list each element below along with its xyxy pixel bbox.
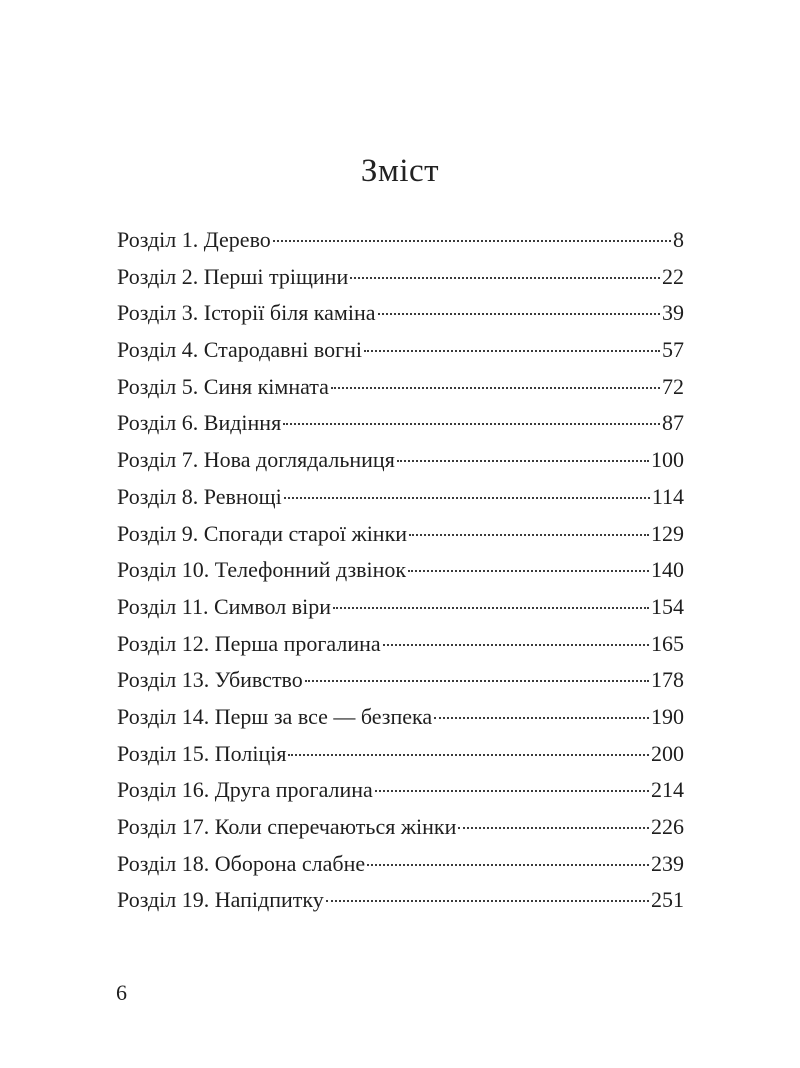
toc-entry [117, 736, 684, 773]
toc-entry [117, 626, 684, 663]
toc-entry-page: 8 [673, 227, 684, 252]
dot-leader [331, 387, 660, 389]
toc-entry [117, 516, 684, 553]
toc-entry [117, 369, 684, 406]
toc-entry [117, 699, 684, 736]
dot-leader [326, 900, 649, 902]
toc-entry [117, 479, 684, 516]
toc-entry-page: 226 [651, 814, 684, 839]
toc-entry [117, 332, 684, 369]
dot-leader [284, 497, 650, 499]
toc-entry-label: Розділ 9. Спогади старої жінки [117, 520, 408, 546]
toc-entry-page: 165 [651, 630, 684, 656]
toc-entry-label: Розділ 17. Коли сперечаються жінки [117, 814, 457, 839]
toc-entry-label: Розділ 6. Видіння [117, 410, 282, 436]
page-title: Зміст [360, 153, 440, 189]
dot-leader [375, 790, 649, 792]
dot-leader [333, 607, 649, 609]
toc-entry [117, 589, 684, 626]
toc-entry [117, 809, 684, 846]
toc-entry-page: 178 [651, 667, 684, 693]
toc-entry [117, 405, 684, 442]
toc-entry [117, 662, 684, 699]
dot-leader [288, 754, 649, 756]
toc-entry-label: Розділ 4. Стародавні вогні [117, 337, 363, 363]
toc-entry-label: Розділ 5. Синя кімната [117, 373, 329, 399]
dot-leader [458, 827, 649, 829]
toc-entry-page: 200 [651, 740, 684, 766]
toc-entry [117, 552, 684, 589]
toc-entry-label: Розділ 15. Поліція [117, 740, 287, 766]
dot-leader [350, 277, 660, 279]
dot-leader [434, 717, 649, 719]
toc-entry [117, 442, 684, 479]
toc-entry-page: 114 [651, 483, 684, 509]
dot-leader [409, 534, 649, 536]
dot-leader [283, 423, 660, 425]
page-number: 6 [116, 980, 127, 1005]
toc-entry-label: Розділ 2. Перші тріщини [117, 263, 349, 289]
dot-leader [367, 864, 649, 866]
toc-entry-label: Розділ 10. Телефонний дзвінок [117, 557, 407, 583]
toc-entry [117, 295, 684, 332]
toc-entry-label: Розділ 12. Перша прогалина [117, 630, 381, 656]
dot-leader [408, 570, 649, 572]
toc-entry-page: 100 [651, 447, 684, 473]
toc-entry-page: 154 [651, 593, 684, 619]
toc-entry-label: Розділ 14. Перш за все — безпека [117, 703, 433, 729]
toc-entry-page: 129 [651, 520, 684, 546]
dot-leader [383, 644, 649, 646]
toc-entry-page: 87 [662, 410, 684, 436]
table-of-contents [117, 222, 684, 919]
toc-entry [117, 846, 684, 883]
toc-entry-page: 140 [651, 557, 684, 583]
toc-entry-label: Розділ 16. Друга прогалина [117, 777, 373, 803]
toc-entry [117, 259, 684, 296]
dot-leader [378, 313, 661, 315]
toc-entry-label: Розділ 19. Напідпитку [117, 887, 324, 913]
toc-entry-label: Розділ 3. Історії біля каміна [117, 300, 376, 326]
toc-entry [117, 882, 684, 919]
dot-leader [273, 240, 671, 242]
toc-entry [117, 222, 684, 259]
toc-entry-page: 72 [662, 373, 684, 399]
toc-entry-label: Розділ 13. Убивство [117, 667, 303, 693]
toc-entry-page: 251 [651, 887, 684, 913]
toc-entry-page: 239 [651, 850, 684, 876]
toc-entry-label: Розділ 1. Дерево [117, 227, 271, 252]
toc-entry-label: Розділ 7. Нова доглядальниця [117, 447, 395, 473]
toc-entry [117, 772, 684, 809]
dot-leader [364, 350, 660, 352]
toc-entry-label: Розділ 18. Оборона слабне [117, 850, 366, 876]
toc-entry-page: 39 [662, 300, 684, 326]
toc-entry-page: 214 [651, 777, 684, 803]
toc-entry-page: 190 [651, 703, 684, 729]
toc-entry-page: 22 [662, 263, 684, 289]
dot-leader [305, 680, 649, 682]
dot-leader [397, 460, 649, 462]
toc-entry-page: 57 [662, 337, 684, 363]
toc-entry-label: Розділ 8. Ревнощі [117, 483, 282, 509]
toc-entry-label: Розділ 11. Символ віри [117, 593, 332, 619]
